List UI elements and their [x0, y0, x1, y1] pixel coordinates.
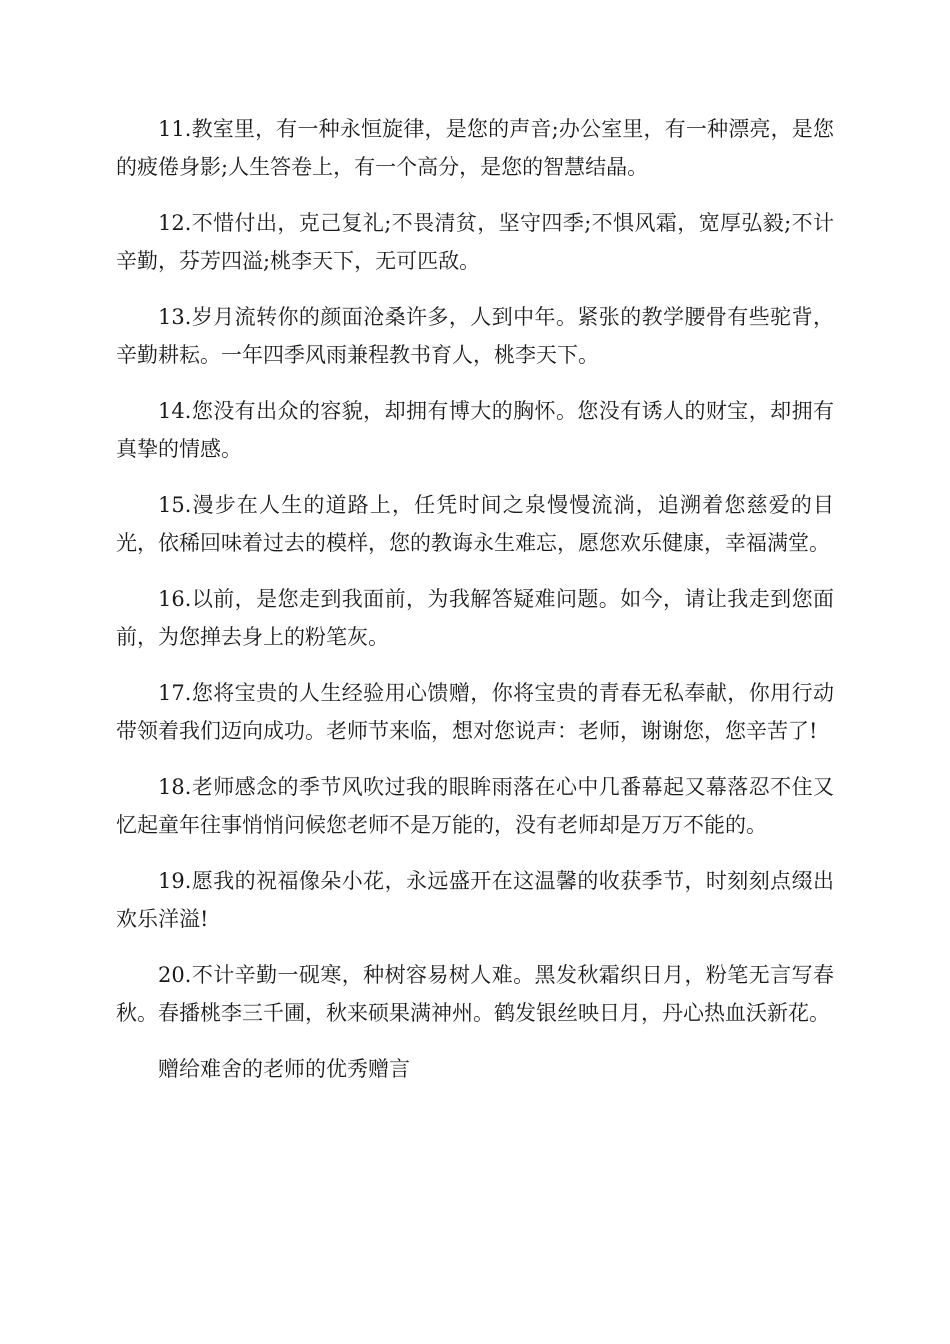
paragraph-18: 18.老师感念的季节风吹过我的眼眸雨落在心中几番幕起又幕落忍不住又忆起童年往事悄悄问候您老师不是万能的，没有老师却是万万不能的。 — [116, 775, 834, 837]
document-body — [116, 110, 834, 1088]
paragraph-14: 14.您没有出众的容貌，却拥有博大的胸怀。您没有诱人的财宝，却拥有真挚的情感。 — [116, 399, 834, 461]
paragraph-20: 20.不计辛勤一砚寒，种树容易树人难。黑发秋霜织日月，粉笔无言写春秋。春播桃李三千圃，秋来硕果满神州。鹤发银丝映日月，丹心热血沃新花。 — [116, 963, 834, 1025]
paragraph-11: 11.教室里，有一种永恒旋律，是您的声音;办公室里，有一种漂亮，是您的疲倦身影;人生答卷上，有一个高分，是您的智慧结晶。 — [116, 117, 834, 179]
section-heading: 赠给难舍的老师的优秀赠言 — [158, 1057, 410, 1081]
paragraph-19: 19.愿我的祝福像朵小花，永远盛开在这温馨的收获季节，时刻刻点缀出欢乐洋溢! — [116, 869, 834, 931]
paragraph-15: 15.漫步在人生的道路上，任凭时间之泉慢慢流淌，追溯着您慈爱的目光，依稀回味着过去的模样，您的教诲永生难忘，愿您欢乐健康，幸福满堂。 — [116, 493, 834, 555]
paragraph-13: 13.岁月流转你的颜面沧桑许多，人到中年。紧张的教学腰骨有些驼背，辛勤耕耘。一年四季风雨兼程教书育人，桃李天下。 — [116, 305, 834, 367]
paragraph-12: 12.不惜付出，克己复礼;不畏清贫，坚守四季;不惧风霜，宽厚弘毅;不计辛勤，芬芳四溢;桃李天下，无可匹敌。 — [116, 211, 834, 273]
paragraph-17: 17.您将宝贵的人生经验用心馈赠，你将宝贵的青春无私奉献，你用行动带领着我们迈向成功。老师节来临，想对您说声：老师，谢谢您，您辛苦了! — [116, 681, 834, 743]
paragraph-16: 16.以前，是您走到我面前，为我解答疑难问题。如今，请让我走到您面前，为您掸去身上的粉笔灰。 — [116, 587, 834, 649]
